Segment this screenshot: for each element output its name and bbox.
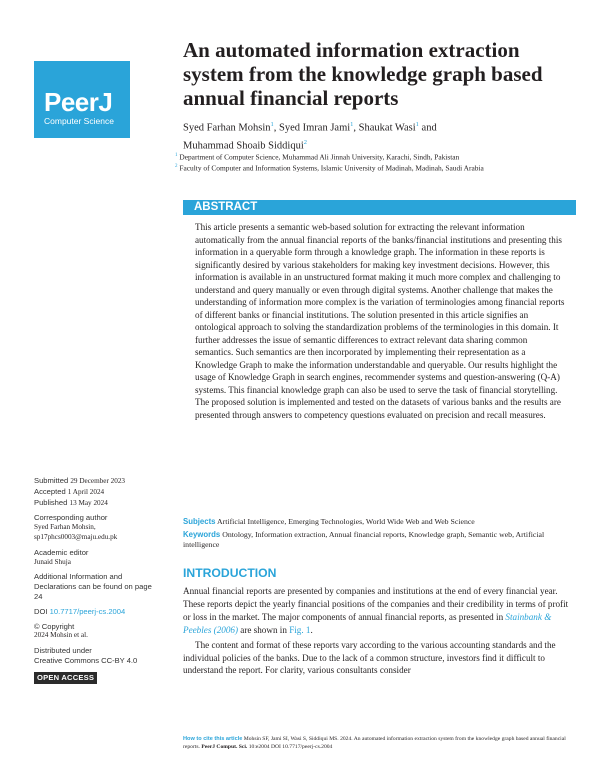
introduction-body bbox=[183, 585, 576, 677]
academic-editor bbox=[34, 548, 154, 568]
how-to-cite-text: Mohsin SF, Jami SI, Wasi S, Siddiqui MS. 2024. An automated information extraction system from the knowledge graph based annual financial reports. bbox=[183, 736, 566, 750]
affiliation-number: 2 bbox=[175, 164, 178, 170]
affiliation-text: Department of Computer Science, Muhammad Ali Jinnah University, Karachi, Sindh, Pakistan bbox=[179, 152, 460, 162]
author-name: Syed Farhan Mohsin bbox=[183, 122, 271, 134]
article-info-sidebar bbox=[34, 476, 154, 684]
license-block bbox=[34, 646, 154, 666]
keywords-text: Ontology, Information extraction, Annual financial reports, Knowledge graph, Semantic web, Artificial intelligence bbox=[183, 530, 545, 549]
doi-line bbox=[34, 607, 154, 617]
published-label: Published bbox=[34, 497, 68, 507]
keywords-label: Keywords bbox=[183, 530, 221, 539]
submitted-value: 29 December 2023 bbox=[70, 477, 126, 485]
paragraph-text: . bbox=[310, 624, 313, 635]
paragraph-text: are shown in bbox=[237, 624, 290, 635]
doi-label: DOI bbox=[34, 606, 48, 616]
article-title: An automated information extraction system from the knowledge graph based annual financial reports bbox=[183, 38, 543, 110]
accepted-value: 1 April 2024 bbox=[67, 487, 105, 496]
logo-journal-name: Computer Science bbox=[44, 116, 114, 126]
copyright-block bbox=[34, 622, 154, 642]
figure-link[interactable]: Fig. 1 bbox=[289, 624, 311, 635]
journal-logo bbox=[34, 61, 130, 138]
introduction-paragraph: The content and format of these reports vary according to the various accounting standards and the individual policies of the banks. Due to the lack of a common structure, investors find it difficult to understand the report. For clarity, various consultants consider bbox=[183, 639, 556, 676]
submitted-date bbox=[34, 476, 154, 487]
affiliation-item bbox=[175, 151, 555, 162]
affiliation-number: 1 bbox=[175, 153, 178, 158]
subjects-line bbox=[183, 517, 575, 527]
affiliations bbox=[175, 151, 555, 173]
editor-label: Academic editor bbox=[34, 547, 89, 557]
license-line-2[interactable]: Creative Commons CC-BY 4.0 bbox=[34, 655, 138, 665]
logo-brand: PeerJ bbox=[44, 87, 113, 117]
abstract-header-bar bbox=[183, 200, 576, 215]
abstract-heading: ABSTRACT bbox=[194, 201, 258, 213]
author-affiliation-mark: 1 bbox=[350, 121, 354, 128]
submitted-label: Submitted bbox=[34, 476, 69, 485]
keywords-line bbox=[183, 530, 575, 550]
corresponding-label: Corresponding author bbox=[34, 513, 108, 523]
author-name: Shaukat Wasi bbox=[358, 122, 416, 134]
copyright-icon: © bbox=[34, 621, 40, 631]
author-name: Muhammad Shoaib Siddiqui bbox=[183, 140, 304, 151]
accepted-date bbox=[34, 487, 154, 498]
author-name: Syed Imran Jami bbox=[279, 122, 351, 134]
author-affiliation-mark: 2 bbox=[303, 138, 307, 146]
introduction-heading: INTRODUCTION bbox=[183, 566, 277, 580]
open-access-badge: OPEN ACCESS bbox=[34, 672, 97, 684]
corresponding-email[interactable]: sp17phcs0003@maju.edu.pk bbox=[34, 532, 118, 541]
abstract-text: This article presents a semantic web-based solution for extracting the relevant information automatically from the annual financial reports of the banks/financial institutions and presenting this information in a queryable form through a knowledge graph. The information in these reports is significantly desired by various stakeholders for making key investment decisions. However, this information is available in an unstructured format making it much more complex and challenging to understand and query manually or even through digital systems. Another challenge that makes the understanding of information more complex is the variation of terminologies among financial reports of different banks or financial institutions. The solution presented in this article signifies an ontological approach to solving the standardization problems of the terminologies in this domain. It further addresses the issue of semantic differences to extract relevant data sharing common semantics. Such semantics are then incorporated by implementing their representation as a Knowledge Graph to make the information understandable and queryable. Our results highlight the usage of Knowledge Graph in search engines, recommender systems and question-answering (Q-A) systems. This financial knowledge graph can also be used to serve the task of financial storytelling. The proposed solution is implemented and tested on the datasets of various banks and the results are presented through answers to competency questions evaluated on precision and recall measures. bbox=[195, 222, 565, 420]
license-line-1: Distributed under bbox=[34, 646, 92, 656]
affiliation-text: Faculty of Computer and Information Systems, Islamic University of Madinah, Madinah, Saudi Arabia bbox=[179, 163, 484, 173]
accepted-label: Accepted bbox=[34, 486, 66, 496]
how-to-cite-label: How to cite this article bbox=[183, 736, 243, 742]
additional-info-note: Additional Information and Declarations can be found on page 24 bbox=[34, 572, 152, 601]
editor-name: Junaid Shuja bbox=[34, 557, 71, 566]
copyright-holder: 2024 Mohsin et al. bbox=[34, 631, 88, 640]
corresponding-author bbox=[34, 513, 154, 542]
how-to-cite bbox=[183, 735, 573, 751]
author-affiliation-mark: 1 bbox=[415, 121, 419, 128]
paragraph-text: Annual financial reports are presented by companies and institutions at the end of every financial year. These reports depict the yearly financial positions of the companies and their credibility in terms of profit or loss in the market. The major components of annual financial reports, as presented in bbox=[183, 586, 569, 622]
introduction-paragraph bbox=[183, 585, 576, 637]
published-value: 13 May 2024 bbox=[69, 498, 108, 507]
copyright-label-line bbox=[34, 622, 154, 632]
copyright-label: Copyright bbox=[41, 621, 75, 631]
doi-link[interactable]: 10.7717/peerj-cs.2004 bbox=[49, 606, 126, 616]
subjects-label: Subjects bbox=[183, 517, 216, 526]
subjects-text: Artificial Intelligence, Emerging Technologies, World Wide Web and Web Science bbox=[217, 517, 475, 526]
how-to-cite-doi: 10:e2004 DOI 10.7717/peerj-cs.2004 bbox=[248, 744, 333, 750]
author-list: Syed Farhan Mohsin$^1$, Syed Imran Jami$^1$, Shaukat Wasi$^1$ and Muhammad Shoaib Siddiqui$^2$ bbox=[183, 121, 437, 151]
affiliation-item bbox=[175, 162, 555, 173]
published-date bbox=[34, 498, 154, 509]
citation-link[interactable]: Stainbank & Peebles (2006) bbox=[183, 611, 552, 635]
how-to-cite-journal: PeerJ Comput. Sci. bbox=[201, 744, 248, 750]
author-affiliation-mark: 1 bbox=[270, 121, 274, 128]
corresponding-name: Syed Farhan Mohsin, bbox=[34, 523, 96, 532]
